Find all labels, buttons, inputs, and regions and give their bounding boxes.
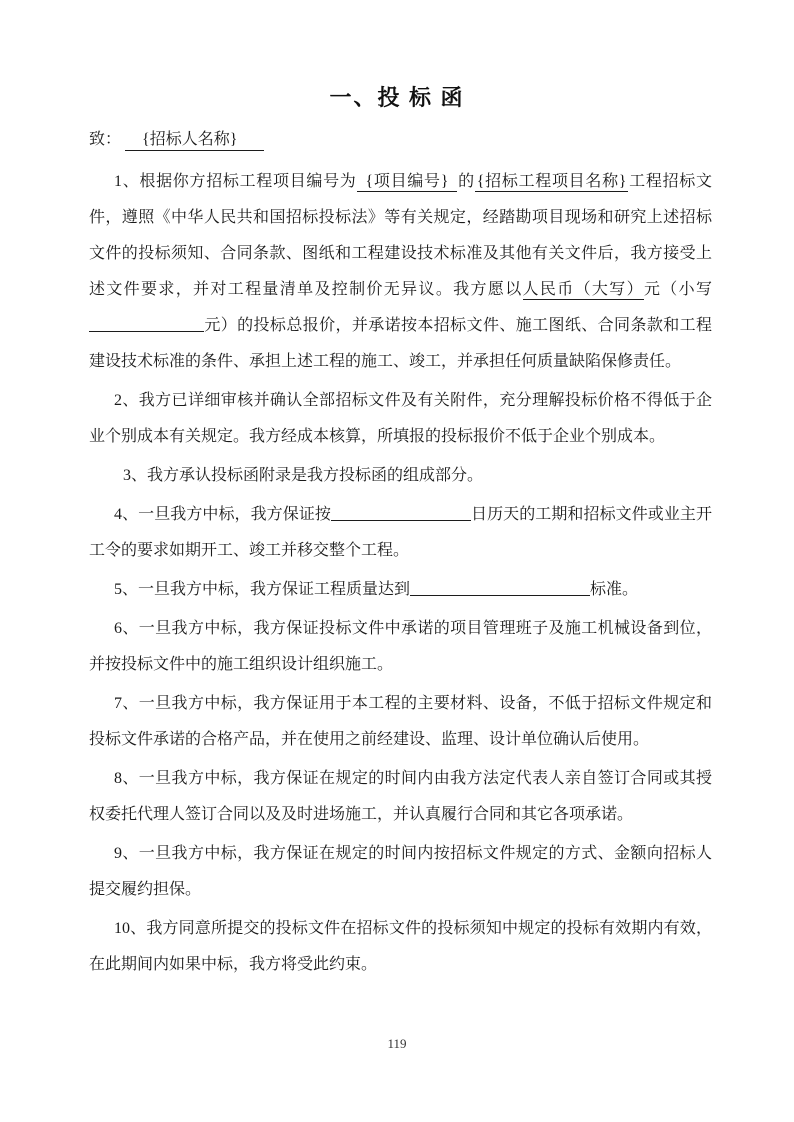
project-name-placeholder[interactable]: {招标工程项目名称} bbox=[476, 173, 627, 190]
salutation-line bbox=[89, 122, 712, 158]
paragraph-text: 2、我方已详细审核并确认全部招标文件及有关附件，充分理解投标价格不得低于企业个别成本有关规定。我方经成本核算，所填报的投标报价不低于企业个别成本。 bbox=[89, 392, 712, 445]
paragraph-text: 6、一旦我方中标，我方保证投标文件中承诺的项目管理班子及施工机械设备到位，并按投标文件中的施工组织设计组织施工。 bbox=[89, 620, 712, 673]
paragraph-text: 工程招标文件，遵照《中华人民共和国招标投标法》等有关规定，经踏勘项目现场和研究上述招标文件的投标须知、合同条款、图纸和工程建设技术标准及其他有关文件后，我方接受上述文件要求，并对工程量清单及控制价无异议。我方愿以 bbox=[89, 173, 712, 298]
paragraph-text: 8、一旦我方中标，我方保证在规定的时间内由我方法定代表人亲自签订合同或其授权委托代理人签订合同以及及时进场施工，并认真履行合同和其它各项承诺。 bbox=[89, 770, 712, 823]
page-number: 119 bbox=[387, 1036, 407, 1051]
quality-standard-blank[interactable] bbox=[410, 579, 590, 596]
recipient-name-blank[interactable]: {招标人名称} bbox=[125, 131, 264, 151]
clause-7 bbox=[89, 686, 712, 758]
document-body bbox=[89, 164, 712, 983]
paragraph-text: 7、一旦我方中标，我方保证用于本工程的主要材料、设备，不低于招标文件规定和投标文件承诺的合格产品，并在使用之前经建设、监理、设计单位确认后使用。 bbox=[89, 695, 712, 748]
paragraph-text: 10、我方同意所提交的投标文件在招标文件的投标须知中规定的投标有效期内有效，在此期间内如果中标，我方将受此约束。 bbox=[89, 920, 712, 973]
paragraph-text: 的 bbox=[457, 173, 475, 190]
paragraph-text: 5、一旦我方中标，我方保证工程质量达到 bbox=[114, 581, 411, 598]
clause-8 bbox=[89, 761, 712, 833]
paragraph-text: 9、一旦我方中标，我方保证在规定的时间内按招标文件规定的方式、金额向招标人提交履约担保。 bbox=[89, 845, 712, 898]
clause-10 bbox=[89, 911, 712, 983]
page-footer bbox=[0, 1036, 794, 1052]
clause-4 bbox=[89, 497, 712, 569]
clause-9 bbox=[89, 836, 712, 908]
currency-capital-label[interactable]: 人民币（大写） bbox=[522, 281, 644, 298]
page-title: 一、投 标 函 bbox=[329, 85, 465, 110]
paragraph-text: 1、根据你方招标工程项目编号为 bbox=[114, 173, 357, 190]
clause-2 bbox=[89, 383, 712, 455]
clause-5 bbox=[89, 572, 712, 608]
clause-1 bbox=[89, 164, 712, 380]
paragraph-text: 4、一旦我方中标，我方保证按 bbox=[114, 506, 331, 523]
salutation-label: 致： bbox=[89, 131, 122, 148]
paragraph-text: 3、我方承认投标函附录是我方投标函的组成部分。 bbox=[123, 467, 484, 484]
clause-3 bbox=[89, 458, 712, 494]
paragraph-text: 元）的投标总报价，并承诺按本招标文件、施工图纸、合同条款和工程建设技术标准的条件、承担上述工程的施工、竣工，并承担任何质量缺陷保修责任。 bbox=[89, 317, 712, 370]
construction-period-blank[interactable] bbox=[331, 504, 471, 521]
project-number-placeholder[interactable]: {项目编号} bbox=[357, 173, 458, 192]
paragraph-text: 日历天的工期和招标文件或业主开工令的要求如期开工、竣工并移交整个工程。 bbox=[89, 506, 712, 559]
clause-6 bbox=[89, 611, 712, 683]
bid-price-figures-blank[interactable] bbox=[89, 315, 204, 332]
paragraph-text: 元（小写 bbox=[643, 281, 712, 298]
paragraph-text: 标准。 bbox=[590, 581, 639, 598]
